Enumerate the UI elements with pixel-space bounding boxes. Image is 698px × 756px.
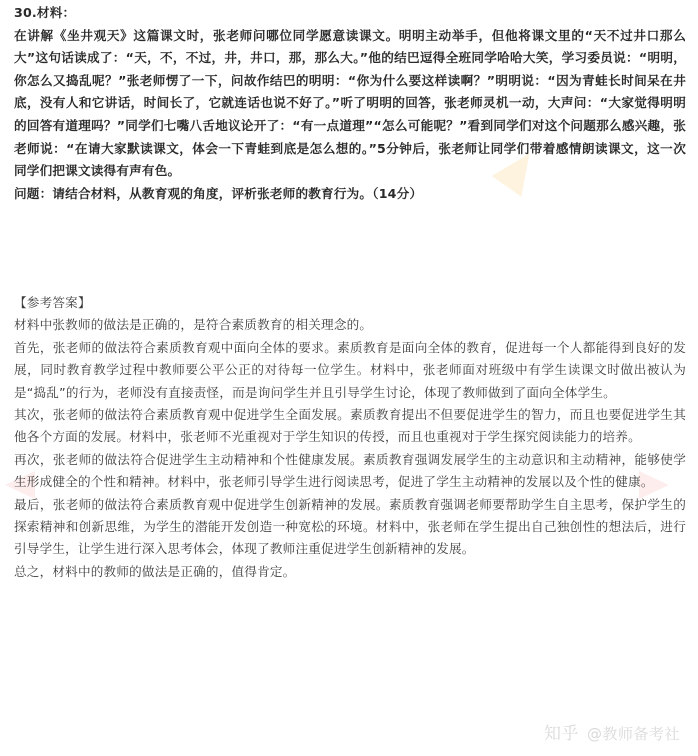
answer-paragraph: 再次，张老师的做法符合促进学生主动精神和个性健康发展。素质教育强调发展学生的主动意识和主动精神，能够使学生形成健全的个性和精神。材料中，张老师引导学生进行阅读思考，促进了学生主动精神的发展以及个性的健康。 [14,451,686,490]
watermark-site: 知乎 [543,724,579,744]
question-prompt: 问题：请结合材料，从教育观的角度，评析张老师的教育行为。（14分） [14,185,423,201]
answer-paragraph: 总之，材料中的教师的做法是正确的，值得肯定。 [14,563,296,579]
answer-paragraph: 首先，张老师的做法符合素质教育观中面向全体的要求。素质教育是面向全体的教育，促进每一个人都能得到良好的发展，同时教育教学过程中教师要公平公正的对待每一位学生。材料中，张老师面对班级中有学生读课文时做出被认为是“捣乱”的行为，老师没有直接责怪，而是询问学生并且引导学生讨论，体现了教师做到了面向全体学生。 [14,339,686,400]
question-block [14,2,686,205]
answer-heading: 【参考答案】 [14,295,91,310]
answer-paragraph: 最后，张老师的做法符合素质教育观中促进学生创新精神的发展。素质教育强调老师要帮助学生自主思考，保护学生的探索精神和创新思维，为学生的潜能开发创造一种宽松的环境。材料中，张老师在学生提出自己独创性的想法后，进行引导学生，让学生进行深入思考体会，体现了教师注重促进学生创新精神的发展。 [14,496,686,557]
watermark-author: @教师备考社 [586,725,680,743]
watermark [544,719,680,744]
answer-block [14,292,686,583]
answer-paragraph: 其次，张老师的做法符合素质教育观中促进学生全面发展。素质教育提出不但要促进学生的智力，而且也要促进学生其他各个方面的发展。材料中，张老师不光重视对于学生知识的传授，而且也重视对于学生探究阅读能力的培养。 [14,407,686,445]
question-material: 在讲解《坐井观天》这篇课文时，张老师问哪位同学愿意读课文。明明主动举手，但他将课文里的“天不过井口那么大”这句话读成了：“天，不，不过，井，井口，那，那么大。”他的结巴逗得全班同学哈哈大笑，学习委员说：“明明，你怎么又捣乱呢？”张老师愣了一下，问故作结巴的明明：“你为什么要这样读啊？”明明说：“因为青蛙长时间呆在井底，没有人和它讲话，时间长了，它就连话也说不好了。”听了明明的回答，张老师灵机一动，大声问：“大家觉得明明的回答有道理吗？”同学们七嘴八舌地议论开了：“有一点道理”“怎么可能呢？”看到同学们对这个问题那么感兴趣，张老师说：“在请大家默读课文，体会一下青蛙到底是怎么想的。”5分钟后，张老师让同学们带着感情朗读课文，这一次同学们把课文读得有声有色。 [14,27,686,179]
answer-paragraph: 材料中张教师的做法是正确的，是符合素质教育的相关理念的。 [14,317,373,333]
question-title: 30.材料： [14,5,76,20]
